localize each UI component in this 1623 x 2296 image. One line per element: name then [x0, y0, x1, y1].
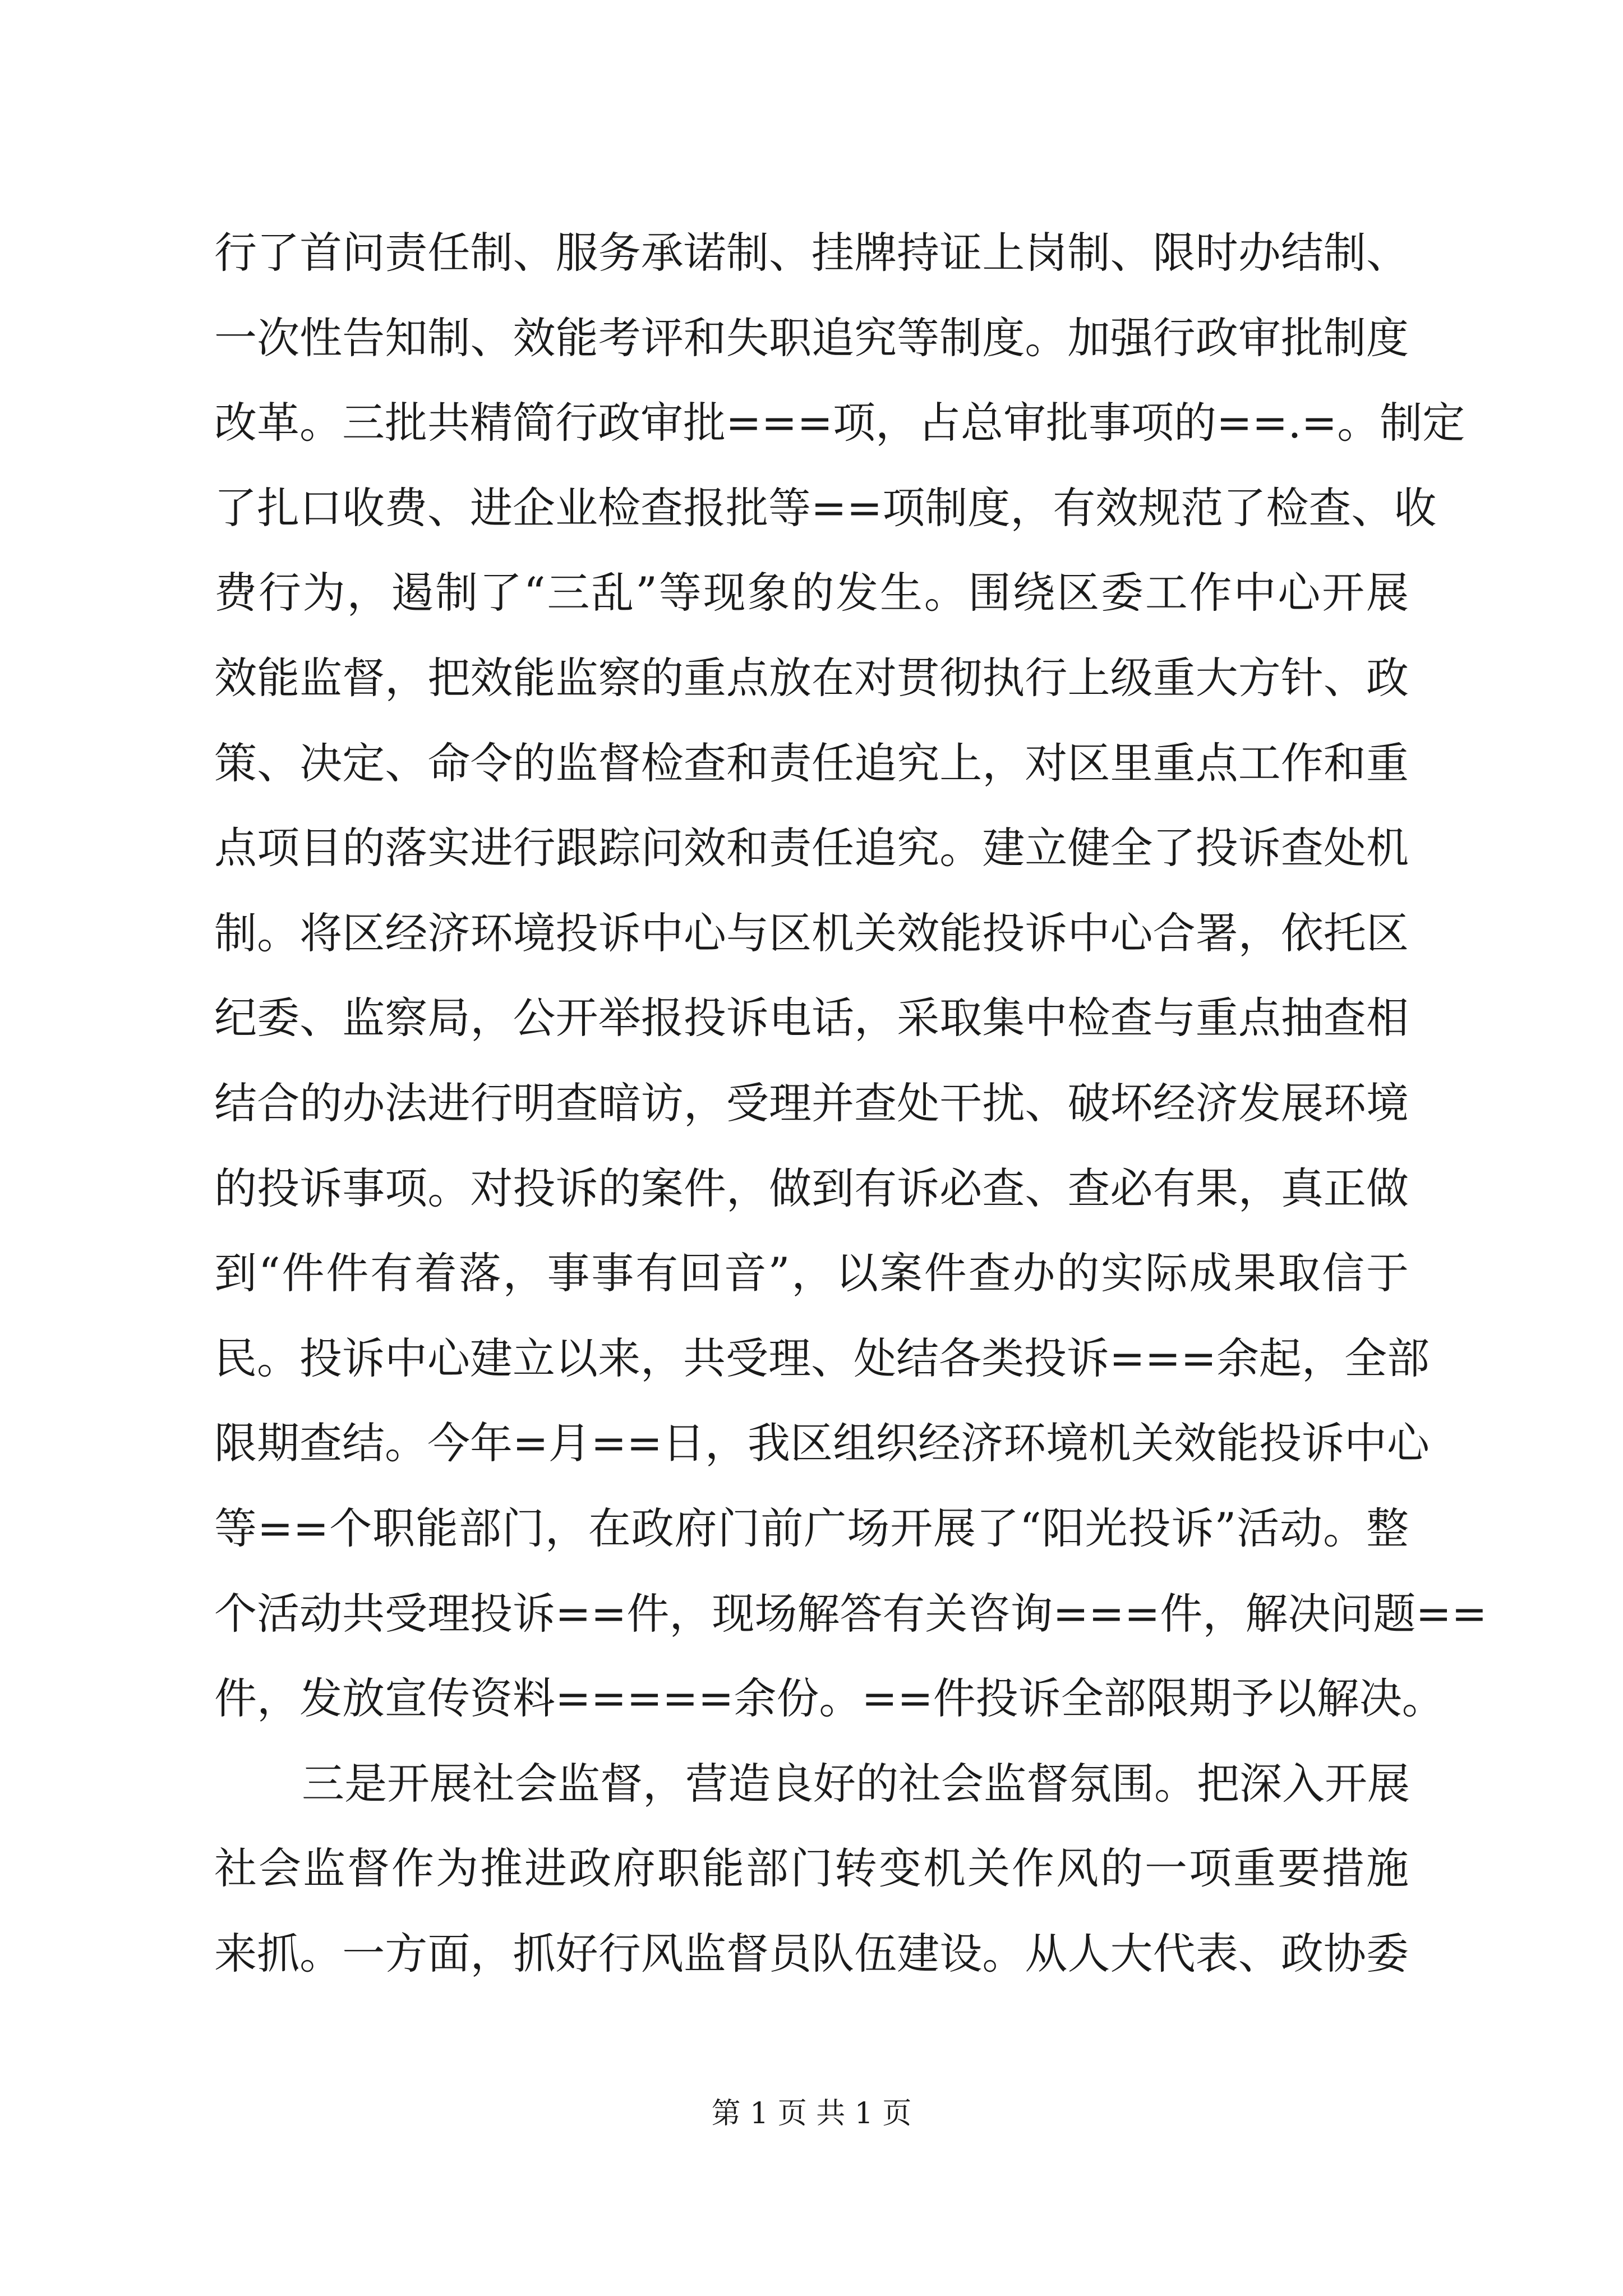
text-line: 改革。三批共精简行政审批===项，占总审批事项的==.=。制定: [214, 398, 1465, 448]
text-line: 的投诉事项。对投诉的案件，做到有诉必查、查必有果，真正做: [214, 1163, 1409, 1213]
text-line: 到“件件有着落，事事有回音”，以案件查办的实际成果取信于: [214, 1248, 1409, 1299]
text-line: 件，发放宣传资料=====余份。==件投诉全部限期予以解决。: [214, 1673, 1445, 1724]
paragraph-2: [214, 1741, 1409, 1996]
text-line: 社会监督作为推进政府职能部门转变机关作风的一项重要措施: [214, 1843, 1409, 1894]
page-number-label: 第 1 页 共 1 页: [711, 2097, 912, 2131]
text-line: 行了首问责任制、服务承诺制、挂牌持证上岗制、限时办结制、: [214, 228, 1409, 278]
text-line: 制。将区经济环境投诉中心与区机关效能投诉中心合署，依托区: [214, 908, 1409, 958]
text-line: 策、决定、命令的监督检查和责任追究上，对区里重点工作和重: [214, 738, 1409, 788]
text-line: 费行为，遏制了“三乱”等现象的发生。围绕区委工作中心开展: [214, 568, 1409, 618]
text-line: 结合的办法进行明查暗访，受理并查处干扰、破坏经济发展环境: [214, 1078, 1409, 1128]
text-line: 一次性告知制、效能考评和失职追究等制度。加强行政审批制度: [214, 312, 1409, 363]
text-line: 来抓。一方面，抓好行风监督员队伍建设。从人大代表、政协委: [214, 1928, 1409, 1978]
text-line: 效能监督，把效能监察的重点放在对贯彻执行上级重大方针、政: [214, 652, 1409, 703]
paragraph-1: [214, 210, 1487, 1741]
text-line: 个活动共受理投诉==件，现场解答有关咨询===件，解决问题==: [214, 1588, 1487, 1639]
text-line: 三是开展社会监督，营造良好的社会监督氛围。把深入开展: [302, 1758, 1410, 1809]
body-text: [214, 210, 1487, 1996]
text-line: 纪委、监察局，公开举报投诉电话，采取集中检查与重点抽查相: [214, 993, 1409, 1043]
text-line: 等==个职能部门，在政府门前广场开展了“阳光投诉”活动。整: [214, 1503, 1409, 1553]
text-line: 限期查结。今年=月==日，我区组织经济环境机关效能投诉中心: [214, 1418, 1430, 1469]
text-line: 点项目的落实进行跟踪问效和责任追究。建立健全了投诉查处机: [214, 823, 1409, 873]
text-line: 民。投诉中心建立以来，共受理、处结各类投诉===余起，全部: [214, 1333, 1430, 1383]
page-footer: [0, 2097, 1623, 2131]
text-line: 了扎口收费、进企业检查报批等==项制度，有效规范了检查、收: [214, 482, 1437, 533]
